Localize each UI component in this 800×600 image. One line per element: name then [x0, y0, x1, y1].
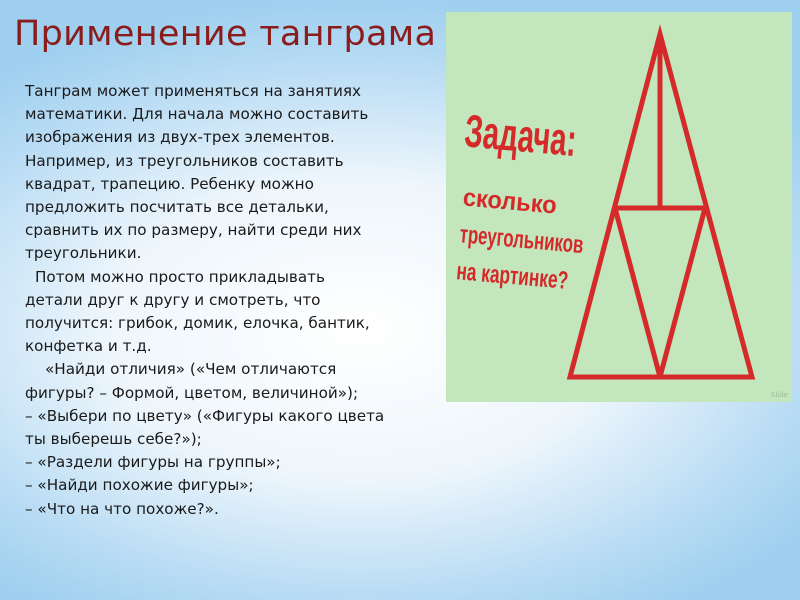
text-line: предложить посчитать все детальки, [25, 198, 329, 217]
text-line: Потом можно просто прикладывать [35, 267, 325, 286]
body-text [25, 80, 445, 521]
text-line: математики. Для начала можно составить [25, 105, 369, 124]
text-line: Например, из треугольников составить [25, 151, 344, 170]
puzzle-line: сколько [461, 183, 564, 221]
text-line: квадрат, трапецию. Ребенку можно [25, 174, 314, 193]
text-line: конфетка и т.д. [25, 337, 152, 356]
text-line: – «Что на что похоже?». [25, 499, 219, 518]
text-line: – «Выбери по цвету» («Фигуры какого цвета [25, 406, 385, 425]
text-line: ты выберешь себе?»); [25, 430, 202, 449]
puzzle-line: на картинке? [455, 257, 619, 300]
text-line: «Найди отличия» («Чем отличаются [45, 360, 337, 379]
text-line: – «Раздели фигуры на группы»; [25, 453, 281, 472]
puzzle-heading: Задача: [462, 104, 643, 172]
text-line: Танграм может применяться на занятиях [25, 82, 361, 100]
text-line: изображения из двух-трех элементов. [25, 128, 335, 147]
puzzle-line: треугольников [458, 220, 645, 265]
triangle-puzzle-graphic [446, 12, 792, 402]
text-line: – «Найди похожие фигуры»; [25, 476, 254, 495]
puzzle-picture [446, 12, 792, 402]
inner-line [660, 208, 705, 377]
text-line: сравнить их по размеру, найти среди них [25, 221, 362, 240]
watermark: Slide [770, 391, 788, 399]
text-line: фигуры? – Формой, цветом, величиной»); [25, 383, 359, 402]
text-line: детали друг к другу и смотреть, что [25, 290, 321, 309]
inner-line [615, 208, 660, 377]
text-line: получится: грибок, домик, елочка, бантик, [25, 314, 370, 333]
slide-title: Применение танграма [14, 14, 437, 54]
text-line: треугольники. [25, 244, 142, 263]
